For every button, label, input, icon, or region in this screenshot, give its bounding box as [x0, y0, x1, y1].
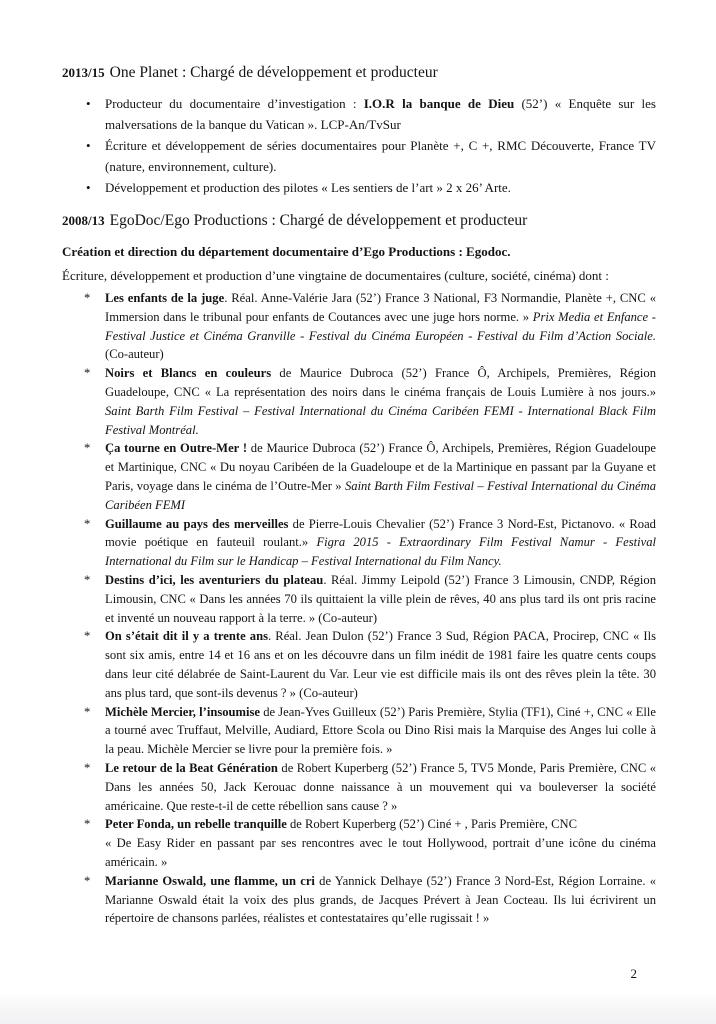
bullet-list: [62, 93, 656, 198]
department-intro: Écriture, développement et production d’une vingtaine de documentaires (culture, société, cinéma) dont :: [62, 268, 609, 283]
text-segment: Prix Media et Enfance - Festival Justice et Cinéma Granville - Festival du Cinéma Européen - Festival du Film d’Action Sociale.: [105, 309, 656, 343]
list-marker: *: [84, 366, 91, 381]
text-segment: Noirs et Blancs en couleurs: [105, 366, 272, 381]
text-segment: Peter Fonda, un rebelle tranquille: [105, 817, 287, 832]
text-segment: de Maurice Dubroca (52’) France Ô, Archipels, Premières, Région Guadeloupe, CNC « La représentation des noirs dans le cinéma français de Louis Lumière à nos jours.»: [105, 366, 656, 399]
list-marker: •: [86, 96, 91, 111]
department-intro-bold: Création et direction du département documentaire d’Ego Productions : Egodoc.: [62, 244, 511, 259]
list-marker: *: [84, 629, 91, 644]
list-item: [62, 703, 656, 759]
text-segment: de Pierre-Louis Chevalier (52’) France 3 Nord-Est, Pictanovo. « Road movie poétique en fauteuil roulant.»: [105, 516, 656, 550]
text-segment: de Jean-Yves Guilleux (52’) Paris Première, Stylia (TF1), Ciné +, CNC « Elle a tourné avec Truffaut, Melville, Audiard, Ettore Scola ou Dino Risi mais la Marquise des Anges lui colle à la peau. Michèle Mercier se livre pour la première fois. »: [105, 704, 656, 757]
text-segment: Saint Barth Film Festival – Festival International du Cinéma Caribéen FEMI - International Black Film Festival Montréal.: [105, 403, 656, 437]
list-item: [62, 289, 656, 364]
list-item: [62, 759, 656, 815]
section-title: EgoDoc/Ego Productions : Chargé de développement et producteur: [109, 212, 528, 229]
page-bottom-edge: [0, 992, 716, 1024]
list-item: [62, 364, 656, 439]
text-segment: On s’était dit il y a trente ans: [105, 629, 269, 644]
text-segment: de Maurice Dubroca (52’) France Ô, Archipels, Premières, Région Guadeloupe et Martinique, CNC « Du noyau Caribéen de la Guadeloupe et de la Martinique en passant par la Guyane et Paris, voyage dans le cinéma de l’Outre-Mer »: [105, 441, 656, 493]
section-period: 2008/13: [62, 213, 105, 228]
section-egodoc: [62, 211, 656, 928]
list-item: [62, 439, 656, 514]
list-marker: *: [84, 516, 91, 531]
text-segment: . Réal. Anne-Valérie Jara (52’) France 3 National, F3 Normandie, Planète +, CNC « Immersion dans le tribunal pour enfants de Coutances avec une juge hors norme. »: [105, 291, 656, 324]
text-segment: de Yannick Delhaye (52’) France 3 Nord-Est, Région Lorraine. « Marianne Oswald était la voix des plus grands, de Jacques Prévert à Jean Cocteau. Ils lui écrivirent un répertoire de chansons parlées, réalistes et contestataires qu’elle rugissait ! »: [105, 873, 656, 926]
text-segment: Figra 2015 - Extraordinary Film Festival Namur - Festival International du Film sur le Handicap – Festival International du Film Nancy.: [105, 535, 656, 569]
text-segment: (Co-auteur): [105, 347, 164, 362]
text-segment: Les enfants de la juge: [105, 291, 225, 305]
text-segment: de Robert Kuperberg (52’) France 5, TV5 Monde, Paris Première, CNC « Dans les années 50, Jack Kerouac donne naissance à un mouvement qui va bouleverser la société américaine. Que reste-t-il de cette rébellion sans cause ? »: [105, 760, 656, 813]
list-marker: *: [84, 873, 91, 888]
text-segment: I.O.R la banque de Dieu: [363, 96, 515, 111]
list-item: [62, 135, 656, 177]
film-list: [62, 289, 656, 928]
list-item: [62, 815, 656, 871]
section-period: 2013/15: [62, 65, 105, 80]
section-heading: [62, 63, 656, 83]
list-marker: *: [84, 817, 91, 832]
list-item: [62, 93, 656, 135]
text-segment: Ça tourne en Outre-Mer !: [105, 441, 248, 456]
list-item: [62, 571, 656, 627]
text-segment: . Réal. Jean Dulon (52’) France 3 Sud, Région PACA, Procirep, CNC « Ils sont six amis, entre 14 et 16 ans et on les découvre dans un film inédit de 1981 faire les quatre cents coups dans leur cité délabrée de Saint-Laurent du Var. Leur vie est difficile mais ils ont des rêves plein la tête. 30 ans plus tard, que sont-ils devenus ? » (Co-auteur): [105, 629, 656, 700]
text-segment: . Réal. Jimmy Leipold (52’) France 3 Limousin, CNDP, Région Limousin, CNC « Dans les années 70 ils quittaient la ville plein de rêves, 40 ans plus tard ils ont pris racine et inventé un nouveau rapport à la terre. » (Co-auteur): [105, 572, 656, 625]
text-segment: « De Easy Rider en passant par ses rencontres avec le tout Hollywood, portrait d’une icône du cinéma américain. »: [105, 836, 656, 869]
text-segment: Producteur du documentaire d’investigation :: [105, 96, 364, 111]
section-heading: [62, 211, 656, 231]
list-marker: *: [84, 441, 91, 456]
list-marker: •: [86, 138, 91, 153]
list-marker: *: [84, 291, 91, 305]
list-marker: *: [84, 704, 91, 719]
text-segment: de Robert Kuperberg (52’) Ciné + , Paris Première, CNC: [286, 817, 577, 832]
text-segment: Marianne Oswald, une flamme, un cri: [105, 873, 315, 888]
text-segment: Le retour de la Beat Génération: [105, 760, 278, 775]
text-segment: Saint Barth Film Festival – Festival International du Cinéma Caribéen FEMI: [105, 478, 656, 512]
list-marker: *: [84, 572, 91, 587]
list-item: [62, 627, 656, 702]
page-number: 2: [630, 966, 637, 981]
list-marker: *: [84, 760, 91, 775]
list-item: [62, 515, 656, 571]
list-item: [62, 872, 656, 928]
text-segment: Destins d’ici, les aventuriers du plateau: [105, 572, 324, 587]
text-segment: Écriture et développement de séries documentaires pour Planète +, C +, RMC Découverte, France TV (nature, environnement, culture).: [105, 138, 656, 174]
page-content: [62, 63, 656, 928]
text-segment: (52’) « Enquête sur les malversations de la banque du Vatican ». LCP-An/TvSur: [105, 96, 656, 132]
list-marker: •: [86, 180, 91, 195]
text-segment: Guillaume au pays des merveilles: [105, 516, 289, 531]
text-segment: Développement et production des pilotes « Les sentiers de l’art » 2 x 26’ Arte.: [105, 180, 511, 195]
list-item: [62, 177, 656, 198]
section-title: One Planet : Chargé de développement et producteur: [109, 64, 438, 81]
section-one-planet: [62, 63, 656, 198]
text-segment: Michèle Mercier, l’insoumise: [105, 704, 261, 719]
